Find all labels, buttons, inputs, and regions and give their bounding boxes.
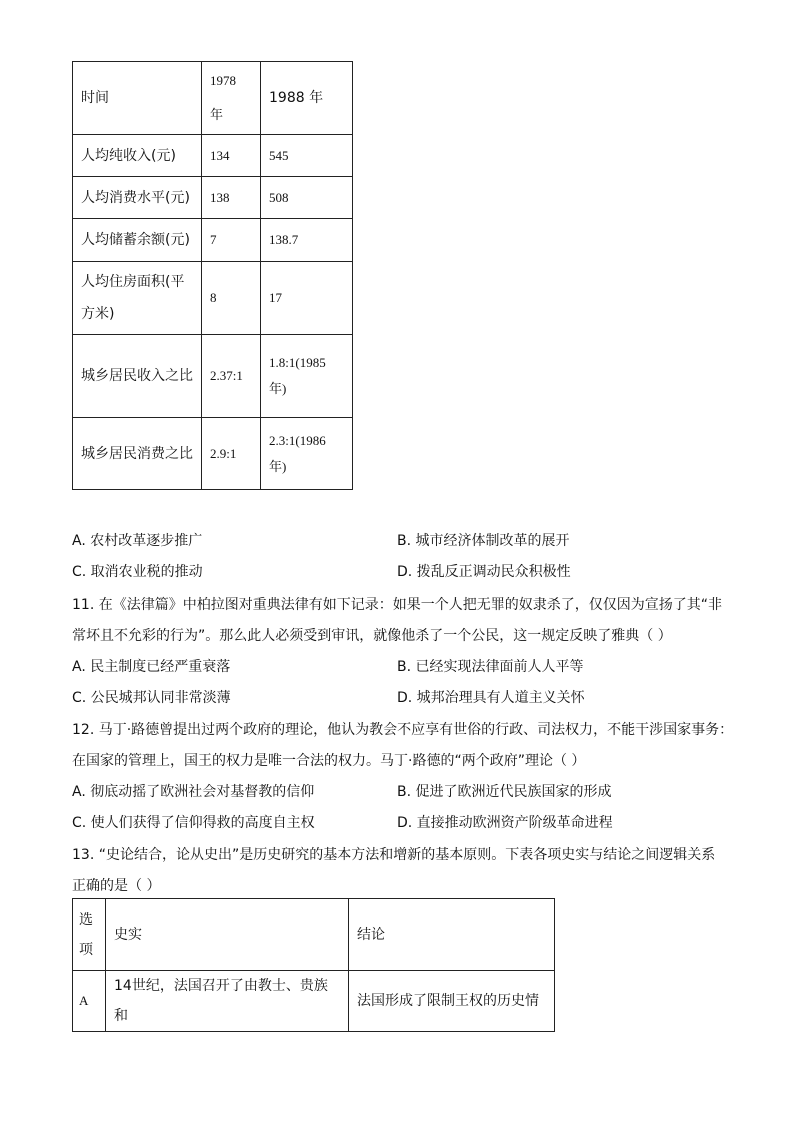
table-row <box>73 418 353 490</box>
q11-stem-line1: 11. 在《法律篇》中柏拉图对重典法律有如下记录：如果一个人把无罪的奴隶杀了，仅仅因为宣扬了其“非 <box>72 597 722 613</box>
table-header-cell: 时间 <box>73 62 202 135</box>
table-header-row <box>73 899 555 971</box>
table-cell: 17 <box>261 262 353 335</box>
table-cell: 1.8:1(1985 年) <box>261 335 353 418</box>
table-cell: 人均消费水平(元) <box>73 177 202 219</box>
table-header-cell: 1978 年 <box>202 62 261 135</box>
q13-stem-line2: 正确的是（ ） <box>72 878 161 894</box>
table-cell: 法国形成了限制王权的历史情 <box>349 971 555 1032</box>
history-conclusion-table <box>72 898 555 1032</box>
q12-option-a: A. 彻底动摇了欧洲社会对基督教的信仰 <box>72 784 315 800</box>
table-cell: 城乡居民收入之比 <box>73 335 202 418</box>
table-cell: 2.9:1 <box>202 418 261 490</box>
table-cell: 8 <box>202 262 261 335</box>
table-cell: 人均纯收入(元) <box>73 135 202 177</box>
q11-option-b: B. 已经实现法律面前人人平等 <box>397 659 584 675</box>
table-cell: 138.7 <box>261 219 353 262</box>
table-header-cell: 选项 <box>73 899 106 971</box>
table-cell: 134 <box>202 135 261 177</box>
table-cell: A <box>73 971 106 1032</box>
table-cell: 城乡居民消费之比 <box>73 418 202 490</box>
table-cell: 14世纪，法国召开了由教士、贵族和 <box>106 971 349 1032</box>
table-row <box>73 135 353 177</box>
q13-stem-line1: 13. “史论结合，论从史出”是历史研究的基本方法和增新的基本原则。下表各项史实与结论之间逻辑关系 <box>72 847 716 863</box>
table-header-cell: 史实 <box>106 899 349 971</box>
q10-option-b: B. 城市经济体制改革的展开 <box>397 533 570 549</box>
q11-stem-line2: 常坏且不允彩的行为”。那么此人必须受到审讯，就像他杀了一个公民，这一规定反映了雅典（ ） <box>72 628 672 644</box>
q10-option-c: C. 取消农业税的推动 <box>72 564 203 580</box>
table-cell: 7 <box>202 219 261 262</box>
q11-option-a: A. 民主制度已经严重衰落 <box>72 659 231 675</box>
table-header-cell: 结论 <box>349 899 555 971</box>
q12-option-b: B. 促进了欧洲近代民族国家的形成 <box>397 784 612 800</box>
q12-stem-line2: 在国家的管理上，国王的权力是唯一合法的权力。马丁·路德的“两个政府”理论（ ） <box>72 753 586 769</box>
q11-option-c: C. 公民城邦认同非常淡薄 <box>72 690 231 706</box>
table-cell: 545 <box>261 135 353 177</box>
table-cell: 2.37:1 <box>202 335 261 418</box>
table-cell: 2.3:1(1986 年) <box>261 418 353 490</box>
table-header-cell: 1988 年 <box>261 62 353 135</box>
q12-option-c: C. 使人们获得了信仰得救的高度自主权 <box>72 815 315 831</box>
q12-stem-line1: 12. 马丁·路德曾提出过两个政府的理论，他认为教会不应享有世俗的行政、司法权力，不能干涉国家事务： <box>72 722 734 738</box>
table-row <box>73 335 353 418</box>
table-cell: 人均住房面积(平方米) <box>73 262 202 335</box>
statistics-table <box>72 61 353 490</box>
q10-option-a: A. 农村改革逐步推广 <box>72 533 203 549</box>
q12-option-d: D. 直接推动欧洲资产阶级革命进程 <box>397 815 613 831</box>
table-cell: 138 <box>202 177 261 219</box>
q10-option-d: D. 拨乱反正调动民众积极性 <box>397 564 571 580</box>
table-row <box>73 177 353 219</box>
table-cell: 508 <box>261 177 353 219</box>
table-row <box>73 971 555 1032</box>
table-header-row <box>73 62 353 135</box>
q11-option-d: D. 城邦治理具有人道主义关怀 <box>397 690 585 706</box>
table-cell: 人均储蓄余额(元) <box>73 219 202 262</box>
table-row <box>73 262 353 335</box>
table-row <box>73 219 353 262</box>
